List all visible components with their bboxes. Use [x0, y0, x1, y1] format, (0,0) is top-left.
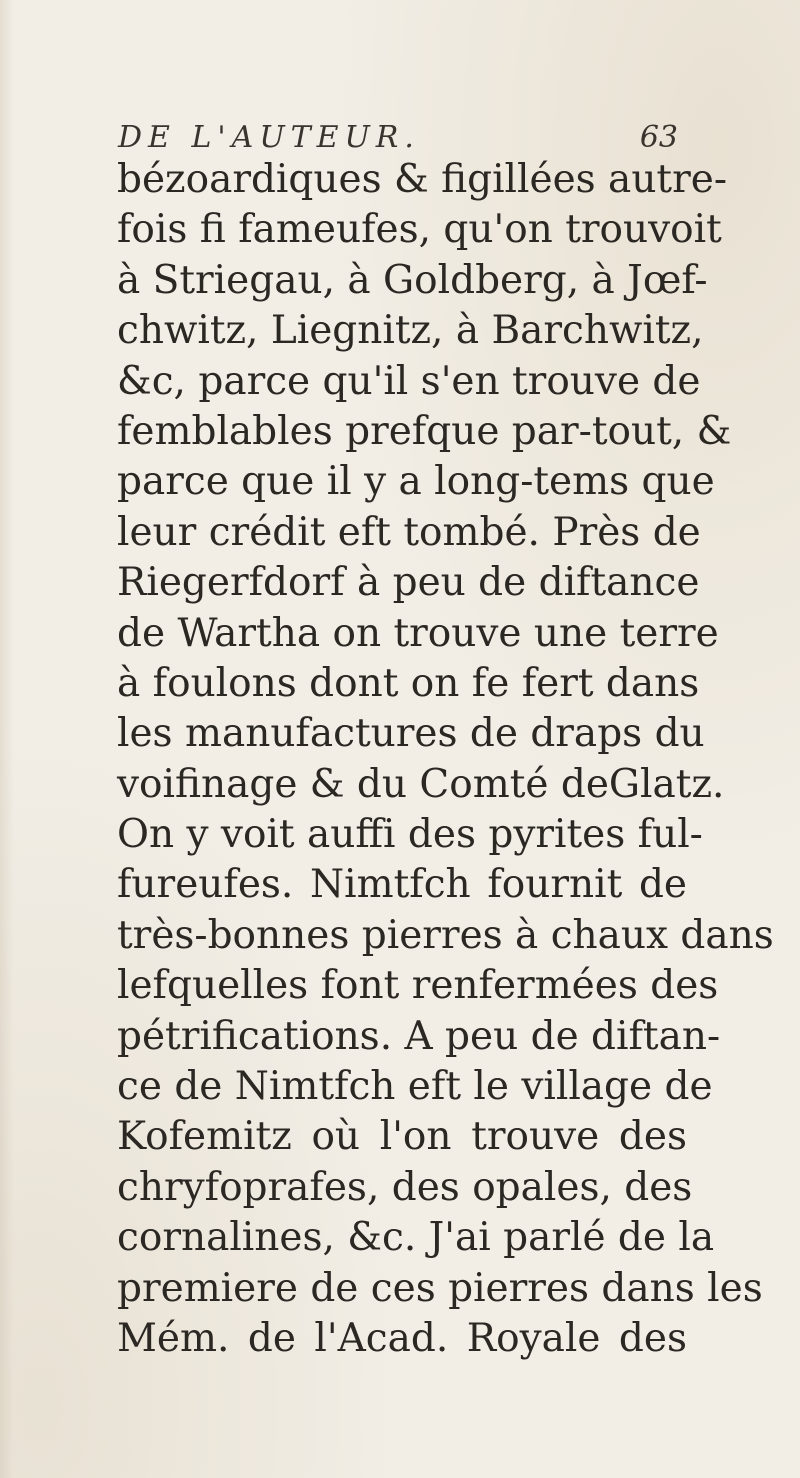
- text-line: de Wartha on trouve une terre: [117, 610, 719, 656]
- text-line: cornalines, &c. J'ai parlé de la: [117, 1215, 715, 1261]
- text-line: chryfoprafes, des opales, des: [117, 1164, 693, 1210]
- text-line: leur crédit eft tombé. Près de: [117, 509, 701, 555]
- text-line: premiere de ces pierres dans les: [117, 1265, 763, 1311]
- page-gutter-shadow: [0, 0, 14, 1478]
- text-line: parce que il y a long-tems que: [117, 459, 715, 505]
- text-line: On y voit auffi des pyrites ful-: [117, 812, 703, 858]
- text-line: bézoardiques & figillées autre-: [117, 157, 728, 202]
- text-line: Riegerfdorf à peu de diftance: [117, 560, 700, 606]
- text-line: chwitz, Liegnitz, à Barchwitz,: [117, 308, 704, 354]
- text-line: fois fi fameufes, qu'on trouvoit: [117, 207, 722, 253]
- text-line: voifinage & du Comté deGlatz.: [117, 761, 725, 807]
- text-line: Kofemitz où l'on trouve des: [117, 1114, 687, 1160]
- text-line: femblables prefque par-tout, &: [117, 408, 732, 454]
- text-line: à foulons dont on fe fert dans: [117, 660, 700, 706]
- page-number: 63: [639, 120, 678, 155]
- text-line: à Striegau, à Goldberg, à Jœf-: [117, 257, 708, 303]
- text-line: les manufactures de draps du: [117, 711, 705, 757]
- text-line: ce de Nimtfch eft le village de: [117, 1064, 713, 1110]
- running-title: DE L'AUTEUR.: [118, 120, 420, 155]
- text-line: pétrifications. A peu de diftan-: [117, 1013, 721, 1059]
- text-line: Mém. de l'Acad. Royale des: [117, 1315, 687, 1361]
- text-line: lefquelles font renfermées des: [117, 963, 719, 1009]
- text-line: &c, parce qu'il s'en trouve de: [117, 358, 701, 404]
- body-text: [117, 155, 774, 1364]
- text-line: fureufes. Nimtfch fournit de: [117, 862, 687, 908]
- text-line: très-bonnes pierres à chaux dans: [117, 912, 774, 958]
